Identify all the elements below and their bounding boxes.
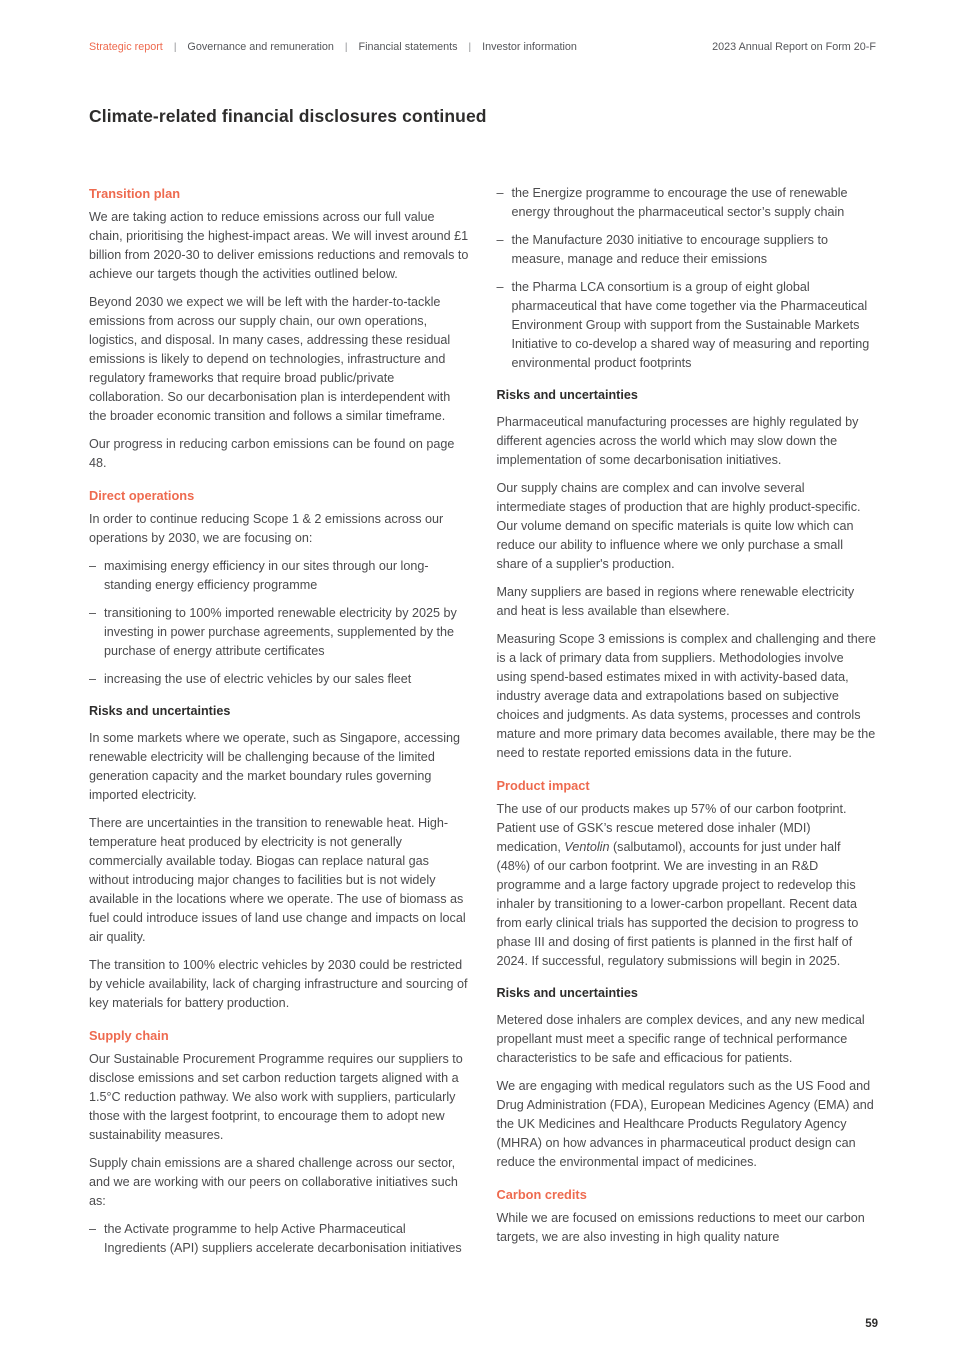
section-heading-product-impact: Product impact [496, 778, 590, 793]
supply-chain-bullet-list-left [89, 1220, 469, 1258]
paragraph: Our supply chains are complex and can involve several intermediate stages of production that are highly product-specific. Our volume demand on specific materials is quite low which can reduce our ability to influence where we only purchase a small share of a supplier's production. [496, 481, 861, 571]
paragraph: Metered dose inhalers are complex devices, and any new medical propellant must meet a specific range of technical performance characteristics to be safe and efficacious for patients. [496, 1013, 865, 1065]
page-number: 59 [865, 1318, 878, 1330]
nav-divider: | [468, 42, 472, 53]
supply-chain-bullet-list-right [497, 184, 877, 373]
paragraph: Beyond 2030 we expect we will be left with the harder-to-tackle emissions from across our supply chain, our own operations, logistics, and disposal. In many cases, addressing these residual emissions is likely to depend on technologies, infrastructure and regulatory frameworks that require broad public/private collaboration. So our decarbonisation plan is interdependent with the broader economic transition and follows a similar timeframe. [89, 295, 451, 423]
paragraph: Pharmaceutical manufacturing processes are highly regulated by different agencies across the world which may slow down the implementation of some decarbonisation initiatives. [496, 415, 859, 467]
left-column [89, 184, 469, 1267]
top-nav [89, 41, 577, 53]
section-heading-supply-chain: Supply chain [89, 1028, 169, 1043]
section-heading-transition-plan: Transition plan [89, 186, 181, 201]
paragraph: There are uncertainties in the transition to renewable heat. High-temperature heat produced by electricity is not generally commercially available today. Biogas can replace natural gas without introducing major changes to facilities but is not widely available in the locations where we operate. The use of biomass as fuel could introduce issues of land use change and impacts on local air quality. [89, 816, 466, 944]
paragraph [497, 800, 877, 971]
bullet-item: – transitioning to 100% imported renewable electricity by 2025 by investing in power purchase agreements, supplemented by the purchase of energy attribute certificates [89, 604, 469, 661]
report-edition-label: 2023 Annual Report on Form 20-F [712, 41, 876, 53]
page-header [89, 41, 876, 53]
section-heading-direct-operations: Direct operations [89, 488, 195, 503]
paragraph: Our Sustainable Procurement Programme requires our suppliers to disclose emissions and set carbon reduction targets aligned with a 1.5°C reduction pathway. We also work with suppliers, particularly those with the largest footprint, to encourage them to adopt new sustainability measures. [89, 1052, 463, 1142]
nav-divider: | [344, 42, 348, 53]
bullet-item: – the Pharma LCA consortium is a group of eight global pharmaceutical that have come together via the Pharmaceutical Environment Group with support from the Sustainable Markets Initiative to co-develop a shared way of measuring and reporting environmental product footprints [497, 278, 877, 373]
paragraph-text: The use of our products makes up 57% of our carbon footprint. Patient use of GSK’s rescue metered dose inhaler (MDI) medication, [496, 802, 847, 854]
subheading-risks-supply-chain: Risks and uncertainties [496, 388, 638, 402]
drug-name-italic: Ventolin [564, 840, 610, 854]
bullet-item: – increasing the use of electric vehicles by our sales fleet [89, 670, 469, 689]
nav-item-investor-information[interactable]: Investor information [482, 41, 577, 53]
paragraph: In order to continue reducing Scope 1 & 2 emissions across our operations by 2030, we are focusing on: [89, 512, 444, 545]
section-heading-carbon-credits: Carbon credits [496, 1187, 587, 1202]
right-column [497, 184, 877, 1267]
nav-item-strategic-report[interactable]: Strategic report [89, 41, 163, 53]
paragraph: We are engaging with medical regulators such as the US Food and Drug Administration (FDA), European Medicines Agency (EMA) and the UK Medicines and Healthcare Products Regulatory Agency (MHRA) on how advances in pharmaceutical product design can reduce the environmental impact of medicines. [496, 1079, 874, 1169]
paragraph: Measuring Scope 3 emissions is complex and challenging and there is a lack of primary data from suppliers. Methodologies involve using spend-based estimates mixed in with activity-based data, industry average data and extrapolations based on subjective choices and judgments. As data systems, processes and controls mature and more primary data becomes available, there may be the need to restate reported emissions data in the future. [496, 632, 876, 760]
paragraph: Supply chain emissions are a shared challenge across our sector, and we are working with our peers on collaborative initiatives such as: [89, 1156, 458, 1208]
nav-item-financial-statements[interactable]: Financial statements [358, 41, 458, 53]
nav-item-governance-remuneration[interactable]: Governance and remuneration [187, 41, 334, 53]
paragraph: Many suppliers are based in regions where renewable electricity and heat is less available than elsewhere. [496, 585, 855, 618]
page-title: Climate-related financial disclosures continued [89, 106, 487, 126]
bullet-item: – maximising energy efficiency in our sites through our long-standing energy efficiency programme [89, 557, 469, 595]
paragraph: Our progress in reducing carbon emissions can be found on page 48. [89, 437, 455, 470]
paragraph: We are taking action to reduce emissions across our full value chain, prioritising the highest-impact areas. We will invest around £1 billion from 2020-30 to deliver emissions reductions and removals to achieve our targets though the activities outlined below. [89, 210, 469, 281]
subheading-risks-product-impact: Risks and uncertainties [496, 986, 638, 1000]
paragraph: The transition to 100% electric vehicles by 2030 could be restricted by vehicle availability, lack of charging infrastructure and sourcing of key materials for battery production. [89, 958, 468, 1010]
paragraph-text: (salbutamol), accounts for just under half (48%) of our carbon footprint. We are investing in an R&D programme and a large factory upgrade project to redevelop this inhaler by transitioning to a lower-carbon propellant. Recent data from early clinical trials has supported the decision to progress to phase III and dosing of first patients is planned in the first half of 2024. If successful, regulatory submissions will begin in 2025. [496, 840, 859, 968]
bullet-item: – the Manufacture 2030 initiative to encourage suppliers to measure, manage and reduce their emissions [497, 231, 877, 269]
subheading-risks-direct-operations: Risks and uncertainties [89, 704, 231, 718]
direct-operations-bullet-list [89, 557, 469, 689]
bullet-item: – the Activate programme to help Active Pharmaceutical Ingredients (API) suppliers accelerate decarbonisation initiatives [89, 1220, 469, 1258]
content-columns [89, 184, 876, 1267]
bullet-item: – the Energize programme to encourage the use of renewable energy throughout the pharmaceutical sector’s supply chain [497, 184, 877, 222]
paragraph: While we are focused on emissions reductions to meet our carbon targets, we are also investing in high quality nature [496, 1211, 865, 1244]
nav-divider: | [173, 42, 177, 53]
paragraph: In some markets where we operate, such as Singapore, accessing renewable electricity will be challenging because of the limited generation capacity and the market boundary rules governing imported electricity. [89, 731, 461, 802]
